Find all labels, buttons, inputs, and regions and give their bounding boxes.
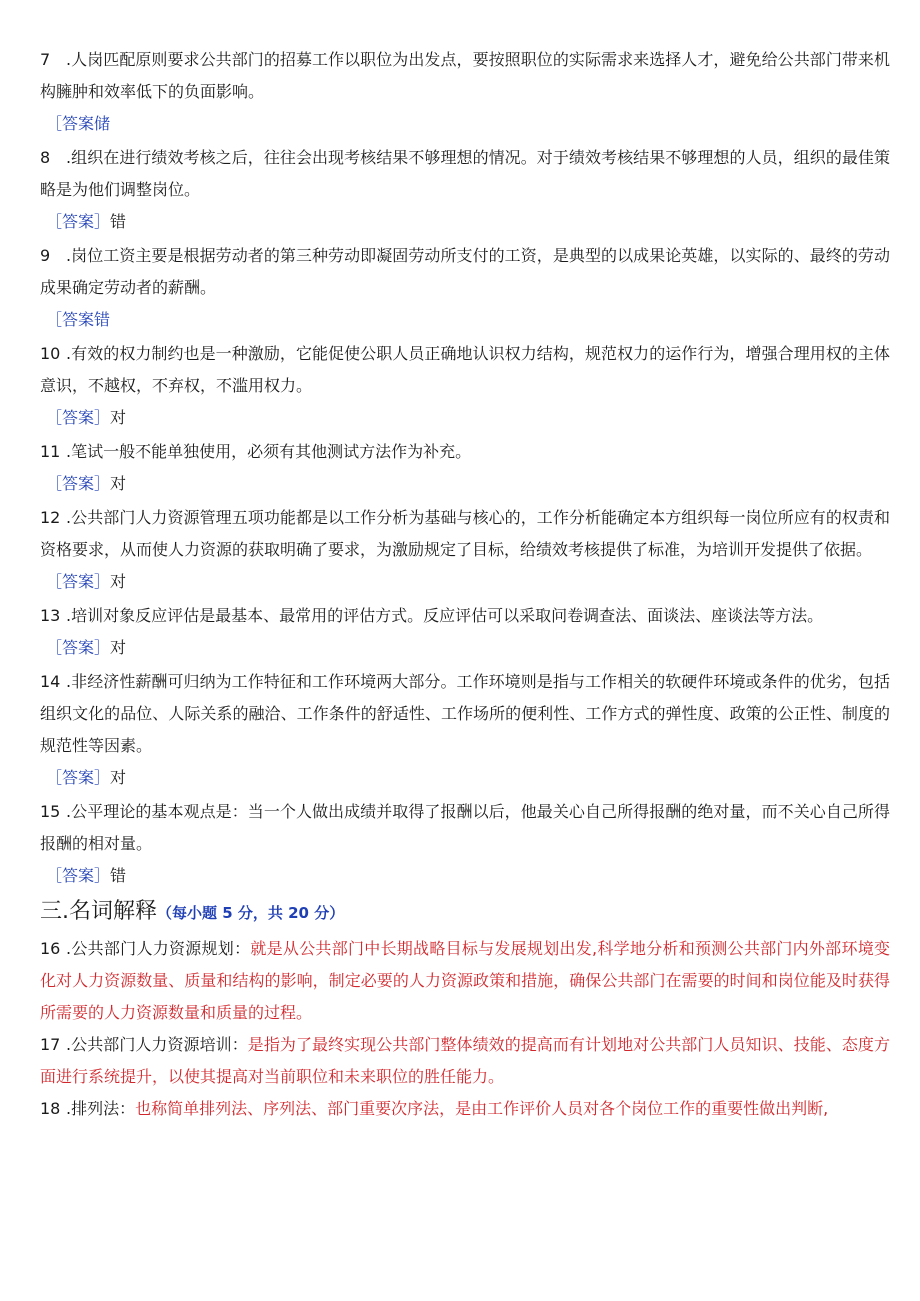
answer-label: ［答案］ bbox=[46, 212, 111, 231]
answer-label: ［答案］ bbox=[46, 866, 111, 885]
definition-term: .公共部门人力资源培训： bbox=[66, 1035, 248, 1054]
question-number: 12 bbox=[40, 508, 61, 527]
question-number: 8 bbox=[40, 148, 51, 167]
section-subtitle: （每小题 5 分，共 20 分） bbox=[157, 904, 345, 922]
question-9 bbox=[40, 240, 890, 336]
question-14 bbox=[40, 666, 890, 794]
section-title: 三.名词解释 bbox=[40, 899, 157, 924]
answer-value: 对 bbox=[110, 572, 127, 591]
section-heading bbox=[40, 894, 890, 931]
question-text: .组织在进行绩效考核之后，往往会出现考核结果不够理想的情况。对于绩效考核结果不够理想的人员，组织的最佳策略是为他们调整岗位。 bbox=[40, 148, 890, 199]
definition-term: .排列法： bbox=[66, 1099, 136, 1118]
question-text: .有效的权力制约也是一种激励，它能促使公职人员正确地认识权力结构，规范权力的运作行为，增强合理用权的主体意识，不越权，不弃权，不滥用权力。 bbox=[40, 344, 890, 395]
question-10 bbox=[40, 338, 890, 434]
answer-label: ［答案］ bbox=[46, 638, 111, 657]
question-7 bbox=[40, 44, 890, 140]
answer-label: ［答案］ bbox=[46, 474, 111, 493]
question-number: 15 bbox=[40, 802, 61, 821]
question-number: 7 bbox=[40, 50, 51, 69]
answer-line bbox=[46, 402, 890, 434]
answer-label: ［答案］ bbox=[46, 572, 111, 591]
question-text: .非经济性薪酬可归纳为工作特征和工作环境两大部分。工作环境则是指与工作相关的软硬件环境或条件的优劣，包括组织文化的品位、人际关系的融洽、工作条件的舒适性、工作场所的便利性、工作方式的弹性度、政策的公正性、制度的规范性等因素。 bbox=[40, 672, 890, 755]
definition-text: 是指为了最终实现公共部门整体绩效的提高而有计划地对公共部门人员知识、技能、态度方面进行系统提升，以使其提高对当前职位和未来职位的胜任能力。 bbox=[40, 1035, 890, 1086]
question-number: 17 bbox=[40, 1035, 61, 1054]
question-number: 16 bbox=[40, 939, 61, 958]
definition-text: 也称简单排列法、序列法、部门重要次序法，是由工作评价人员对各个岗位工作的重要性做出判断, bbox=[135, 1099, 829, 1118]
answer-line bbox=[46, 206, 890, 238]
question-number: 18 bbox=[40, 1099, 61, 1118]
definition-term: .公共部门人力资源规划： bbox=[66, 939, 251, 958]
question-text: .公共部门人力资源管理五项功能都是以工作分析为基础与核心的，工作分析能确定本方组织每一岗位所应有的权责和资格要求，从而使人力资源的获取明确了要求，为激励规定了目标，给绩效考核提供了标准，为培训开发提供了依据。 bbox=[40, 508, 890, 559]
question-text: .岗位工资主要是根据劳动者的第三种劳动即凝固劳动所支付的工资，是典型的以成果论英雄，以实际的、最终的劳动成果确定劳动者的薪酬。 bbox=[40, 246, 890, 297]
definition-16 bbox=[40, 933, 890, 1029]
answer-line bbox=[46, 632, 890, 664]
answer-value: 错 bbox=[94, 310, 111, 329]
answer-value: 对 bbox=[110, 638, 127, 657]
question-11 bbox=[40, 436, 890, 500]
question-number: 9 bbox=[40, 246, 51, 265]
definition-17 bbox=[40, 1029, 890, 1093]
answer-label: ［答案 bbox=[46, 114, 95, 133]
answer-line bbox=[46, 860, 890, 892]
question-number: 14 bbox=[40, 672, 61, 691]
definition-text: 就是从公共部门中长期战略目标与发展规划出发,科学地分析和预测公共部门内外部环境变化对人力资源数量、质量和结构的影响，制定必要的人力资源政策和措施，确保公共部门在需要的时间和岗位能及时获得所需要的人力资源数量和质量的过程。 bbox=[40, 939, 890, 1022]
question-text: .公平理论的基本观点是：当一个人做出成绩并取得了报酬以后，他最关心自己所得报酬的绝对量，而不关心自己所得报酬的相对量。 bbox=[40, 802, 890, 853]
question-12 bbox=[40, 502, 890, 598]
question-15 bbox=[40, 796, 890, 892]
definition-18 bbox=[40, 1093, 890, 1125]
answer-line bbox=[46, 468, 890, 500]
question-8 bbox=[40, 142, 890, 238]
question-text: .笔试一般不能单独使用，必须有其他测试方法作为补充。 bbox=[66, 442, 472, 461]
answer-label: ［答案］ bbox=[46, 408, 111, 427]
answer-value: 对 bbox=[110, 474, 127, 493]
answer-value: 储 bbox=[94, 114, 111, 133]
question-text: .培训对象反应评估是最基本、最常用的评估方式。反应评估可以采取问卷调查法、面谈法、座谈法等方法。 bbox=[66, 606, 824, 625]
question-number: 11 bbox=[40, 442, 61, 461]
answer-value: 对 bbox=[110, 768, 127, 787]
answer-line bbox=[46, 762, 890, 794]
answer-value: 错 bbox=[110, 866, 127, 885]
question-text: .人岗匹配原则要求公共部门的招募工作以职位为出发点，要按照职位的实际需求来选择人才，避免给公共部门带来机构臃肿和效率低下的负面影响。 bbox=[40, 50, 890, 101]
answer-label: ［答案］ bbox=[46, 768, 111, 787]
answer-value: 错 bbox=[110, 212, 127, 231]
answer-label: ［答案 bbox=[46, 310, 95, 329]
question-number: 13 bbox=[40, 606, 61, 625]
answer-line bbox=[46, 566, 890, 598]
document-page bbox=[40, 44, 890, 1125]
question-13 bbox=[40, 600, 890, 664]
answer-value: 对 bbox=[110, 408, 127, 427]
answer-line bbox=[46, 304, 890, 336]
answer-line bbox=[46, 108, 890, 140]
question-number: 10 bbox=[40, 344, 61, 363]
